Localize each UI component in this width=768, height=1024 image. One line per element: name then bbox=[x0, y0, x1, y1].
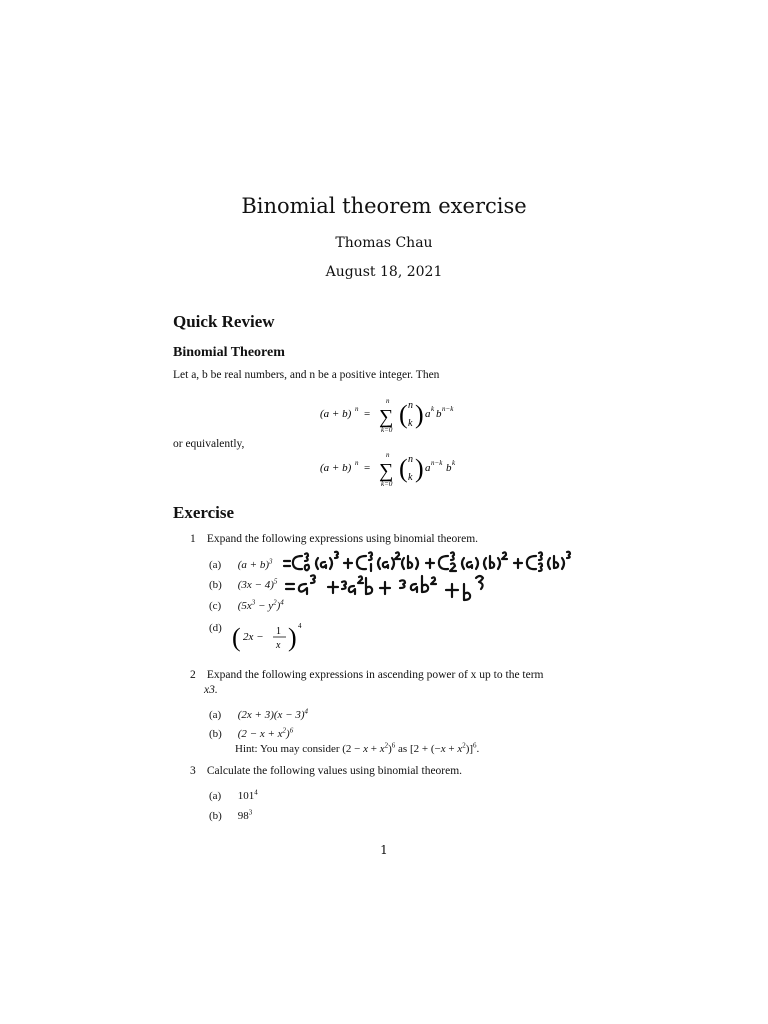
formula1-sigma: ∑ bbox=[379, 406, 394, 428]
formula1-binom-top: n bbox=[408, 400, 413, 411]
formula2-equals: = bbox=[364, 462, 371, 474]
question-3-text: Calculate the following values using binomial theorem. bbox=[206, 765, 463, 777]
binomial-theorem-subheading: Binomial Theorem bbox=[173, 345, 285, 360]
formula2-lhs: (a + b) bbox=[320, 462, 352, 474]
part-label: (b) bbox=[209, 578, 222, 591]
binomial-formula-1 bbox=[300, 393, 500, 443]
part-label: (b) bbox=[209, 809, 222, 822]
svg-text:(: ( bbox=[232, 623, 241, 652]
question-3-number: 3 bbox=[190, 765, 196, 777]
svg-text:b: b bbox=[446, 462, 452, 474]
formula1-binom-bottom: k bbox=[408, 418, 413, 429]
question-2-number: 2 bbox=[190, 669, 196, 681]
question-1-part-d-expression bbox=[232, 618, 312, 656]
or-equivalently-text: or equivalently, bbox=[173, 438, 245, 450]
svg-text:n−k: n−k bbox=[431, 459, 443, 467]
formula2-binom-bottom: k bbox=[408, 472, 413, 483]
part-expression: $(2x + 3)(x - 3)^4$ bbox=[237, 707, 309, 721]
part-expression: $(a + b)^3$ bbox=[237, 557, 273, 571]
question-2 bbox=[190, 669, 544, 681]
question-2-text-line1: Expand the following expressions in ascending power of x up to the term bbox=[206, 669, 544, 681]
document-author: Thomas Chau bbox=[335, 235, 433, 251]
svg-text:x: x bbox=[276, 640, 281, 651]
formula1-sum-upper: n bbox=[386, 397, 390, 405]
svg-text:b: b bbox=[436, 408, 442, 420]
formula1-equals: = bbox=[364, 408, 371, 420]
formula1-term: a bbox=[425, 408, 431, 420]
formula1-exponent: n bbox=[355, 405, 359, 413]
part-label: (b) bbox=[209, 727, 222, 740]
question-2-hint: Hint: You may consider $(2 - x + x^2)^6$ as $[2 + (-x + x^2)]^6$. bbox=[235, 741, 480, 755]
formula1-paren-right: ) bbox=[415, 400, 424, 429]
part-label: (a) bbox=[209, 789, 222, 802]
question-2-part-a bbox=[209, 707, 308, 721]
part-label: (d) bbox=[209, 622, 222, 634]
question-3-part-b bbox=[209, 808, 252, 822]
question-2-part-b bbox=[209, 726, 293, 740]
question-3-part-a bbox=[209, 788, 258, 802]
svg-text:1: 1 bbox=[276, 626, 281, 637]
part-label: (c) bbox=[209, 599, 222, 612]
part-expression: $(5x^3 - y^2)^4$ bbox=[237, 598, 284, 612]
question-1-part-c bbox=[209, 598, 284, 612]
formula1-paren-left: ( bbox=[399, 400, 408, 429]
document-title: Binomial theorem exercise bbox=[241, 194, 527, 218]
handwritten-answer bbox=[280, 548, 590, 610]
formula1-sum-lower: k=0 bbox=[381, 426, 393, 434]
svg-text:k: k bbox=[431, 405, 435, 413]
formula2-term: a bbox=[425, 462, 431, 474]
formula2-paren-right: ) bbox=[415, 454, 424, 483]
exercise-heading: Exercise bbox=[173, 503, 235, 522]
svg-text:2x −: 2x − bbox=[243, 631, 264, 643]
formula1-lhs: (a + b) bbox=[320, 408, 352, 420]
binomial-formula-2 bbox=[300, 447, 500, 497]
question-1-part-a bbox=[209, 557, 273, 571]
svg-text:4: 4 bbox=[298, 622, 302, 630]
formula2-paren-left: ( bbox=[399, 454, 408, 483]
question-1 bbox=[190, 533, 478, 545]
review-intro-text: Let a, b be real numbers, and n be a positive integer. Then bbox=[173, 369, 440, 381]
svg-text:k: k bbox=[452, 459, 456, 467]
part-expression: $101^4$ bbox=[237, 788, 258, 802]
svg-text:): ) bbox=[288, 623, 297, 652]
formula2-exponent: n bbox=[355, 459, 359, 467]
question-1-text: Expand the following expressions using binomial theorem. bbox=[206, 533, 479, 545]
question-1-number: 1 bbox=[190, 533, 196, 545]
formula2-binom-top: n bbox=[408, 454, 413, 465]
quick-review-heading: Quick Review bbox=[173, 312, 275, 331]
formula2-sigma: ∑ bbox=[379, 460, 394, 482]
document-date: August 18, 2021 bbox=[325, 264, 443, 280]
question-3 bbox=[190, 765, 462, 777]
part-expression: $(3x - 4)^5$ bbox=[237, 577, 278, 591]
formula2-sum-lower: k=0 bbox=[381, 480, 393, 488]
part-expression: $(2 - x + x^2)^6$ bbox=[237, 726, 294, 740]
formula2-sum-upper: n bbox=[386, 451, 390, 459]
svg-text:n−k: n−k bbox=[442, 405, 454, 413]
page-number: 1 bbox=[380, 843, 388, 857]
question-2-text-line2: x3. bbox=[204, 684, 218, 696]
question-1-part-b bbox=[209, 577, 277, 591]
part-expression: $98^3$ bbox=[237, 808, 253, 822]
part-label: (a) bbox=[209, 558, 222, 571]
part-label: (a) bbox=[209, 708, 222, 721]
